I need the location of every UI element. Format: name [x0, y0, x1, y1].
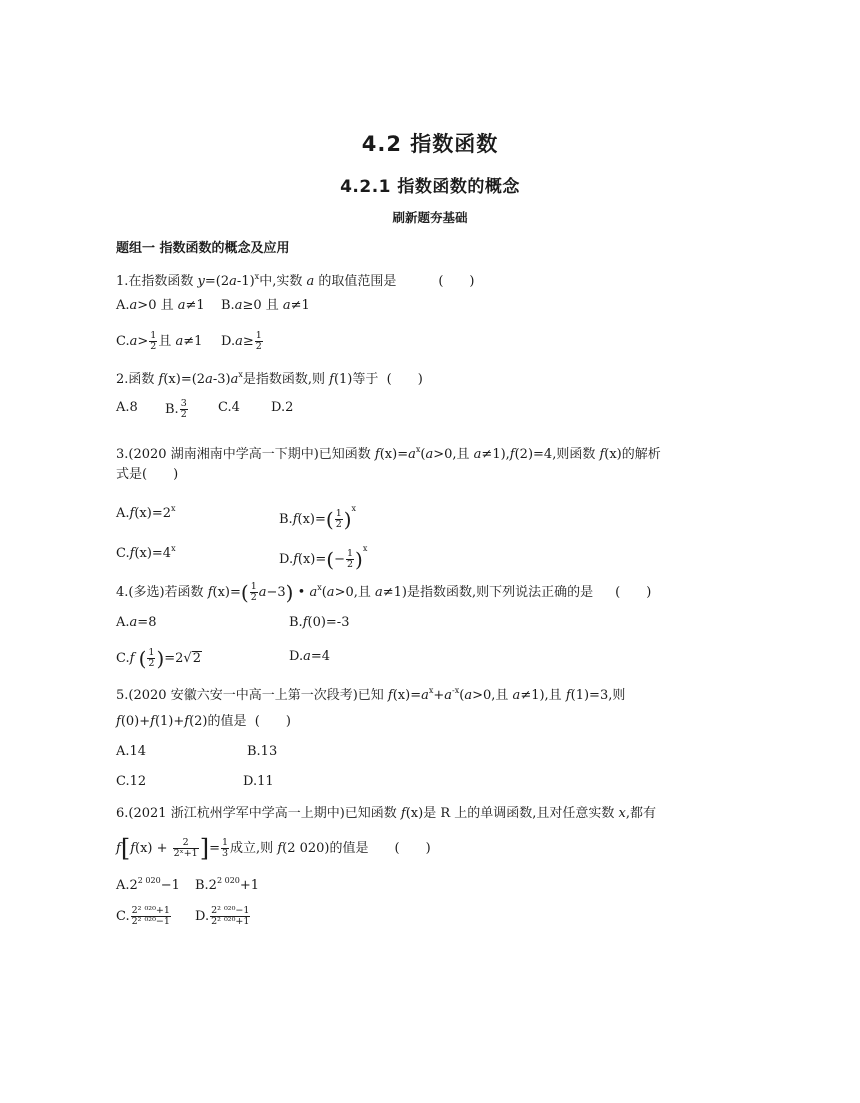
option-var: f — [129, 546, 135, 561]
q4-var: a — [375, 585, 383, 600]
group-heading: 题组一 指数函数的概念及应用 — [116, 241, 290, 256]
q4-var: f — [207, 585, 213, 600]
option-text: −1 — [160, 878, 180, 893]
option-var: f — [293, 552, 298, 567]
q2-var: f — [329, 372, 334, 387]
option-sup: x — [351, 504, 357, 513]
option-text: ≠1 — [183, 334, 203, 349]
option-text: > — [137, 334, 149, 349]
option-label: B. — [289, 615, 303, 630]
option-var: a — [129, 615, 138, 630]
q5-var: f — [116, 714, 121, 729]
q1-option-d — [221, 331, 264, 352]
q3-option-c — [116, 540, 176, 563]
fraction — [210, 906, 250, 927]
q1-option-c — [116, 331, 202, 352]
fraction-numerator: 1 — [335, 508, 342, 519]
option-label: D. — [279, 552, 294, 567]
option-sup: x — [171, 544, 176, 553]
q4-option-d — [289, 648, 330, 666]
fraction — [149, 331, 157, 352]
q6-var: f — [116, 841, 121, 856]
q3-text: >0,且 — [433, 447, 474, 462]
option-text: =4 — [310, 649, 331, 664]
fraction-denominator: 2 — [250, 592, 257, 603]
option-var: a — [175, 334, 184, 349]
fraction-denominator: 2 — [150, 341, 157, 352]
q1-var: y — [197, 274, 205, 289]
q5-sup: -x — [452, 686, 460, 695]
q5-text: (0)+ — [120, 714, 151, 729]
q5-text: >0,且 — [472, 688, 513, 703]
q6-option-b — [195, 872, 259, 895]
q5-text: (2)的值是 — [189, 714, 247, 729]
q6-text: 成立,则 — [230, 841, 278, 856]
fraction-denominator: 2ˣ+1 — [173, 848, 198, 859]
fraction — [173, 838, 199, 859]
q1-var: a — [229, 274, 237, 289]
option-label: D. — [289, 649, 304, 664]
answer-blank: ( ) — [254, 714, 291, 729]
fraction-denominator: 3 — [222, 848, 229, 859]
fraction — [147, 648, 155, 669]
option-text: √ — [183, 651, 192, 666]
question-2 — [116, 366, 423, 389]
q1-text: =(2 — [204, 274, 230, 289]
option-label: C. — [116, 334, 130, 349]
option-text: (x)= — [297, 552, 327, 567]
q6-text: = — [209, 841, 220, 856]
q4-text: ≠1)是指数函数,则下列说法正确的是 — [382, 585, 594, 600]
page-title: 4.2 指数函数 — [361, 132, 499, 156]
option-label: D. — [221, 334, 236, 349]
q6-text: (x) + — [135, 841, 168, 856]
q5-text: (1)=3,则 — [570, 688, 626, 703]
fraction-denominator: 2 — [148, 658, 155, 669]
q3-var: f — [599, 447, 605, 462]
q3-var: a — [473, 447, 482, 462]
option-text: (0)=-3 — [307, 615, 350, 630]
q3-option-d: D.f(x)=(− $\frac{1}{2}$ )$^x$ — [279, 544, 368, 572]
fraction — [335, 509, 343, 530]
option-label: B. — [279, 512, 293, 527]
q4-text: 4.(多选)若函数 — [116, 585, 208, 600]
q3-var: a — [425, 447, 434, 462]
fraction-numerator: 1 — [222, 837, 229, 848]
q6-text: (2 020)的值是 — [282, 841, 369, 856]
page-subtitle: 4.2.1 指数函数的概念 — [340, 177, 520, 197]
option-text: ≠1 — [290, 298, 310, 313]
q6-text: 6.(2021 浙江杭州学军中学高一上期中)已知函数 — [116, 806, 401, 821]
fraction-numerator: 1 — [250, 581, 257, 592]
question-6 — [116, 805, 656, 823]
q2-text: 是指数函数,则 — [242, 372, 330, 387]
q3-var: f — [509, 447, 515, 462]
q5-var: a — [444, 688, 453, 703]
option-text: ≥ — [242, 334, 254, 349]
option-text: (x)= — [297, 512, 326, 527]
q2-sup: x — [238, 370, 243, 379]
option-text: ≠1 — [185, 298, 205, 313]
answer-blank: ( ) — [394, 841, 431, 856]
q2-text: 2.函数 — [116, 372, 159, 387]
fraction-denominator: 2² ⁰²⁰+1 — [211, 916, 250, 927]
section-heading: 刷新题夯基础 — [392, 210, 468, 225]
q3-text: ≠1), — [481, 447, 510, 462]
q4-option-c: C.f ( $\frac{1}{2}$ )=2√2 — [116, 646, 201, 671]
q3-text: ( — [420, 447, 426, 462]
q2-var: f — [158, 372, 164, 387]
q5-text: ( — [459, 688, 465, 703]
q1-text: 1.在指数函数 — [116, 274, 198, 289]
q6-option-a — [116, 872, 180, 895]
fraction-numerator: 2² ⁰²⁰+1 — [131, 905, 170, 916]
question-6-line-2 — [116, 834, 431, 863]
q4-var: a — [309, 585, 318, 600]
fraction-numerator: 2² ⁰²⁰−1 — [211, 905, 250, 916]
q3-var: a — [408, 447, 416, 462]
q5-text: 5.(2020 安徽六安一中高一上第一次段考)已知 — [116, 688, 388, 703]
option-var: a — [129, 298, 138, 313]
q6-option-d — [195, 906, 251, 927]
option-label: C. — [116, 909, 130, 924]
q4-text: (x)= — [212, 585, 241, 600]
q3-sup: x — [415, 445, 421, 454]
q6-option-c — [116, 906, 172, 927]
fraction-denominator: 2 — [255, 341, 262, 352]
option-label: C. — [116, 651, 130, 666]
q5-var: f — [565, 688, 571, 703]
q5-var: a — [421, 688, 429, 703]
q2-option-a: A.8 — [116, 400, 138, 415]
q6-var: f — [277, 841, 283, 856]
q2-var: a — [230, 372, 239, 387]
option-label: A. — [116, 506, 130, 521]
option-label: B.2 — [195, 878, 217, 893]
option-var: a — [177, 298, 186, 313]
question-3 — [116, 441, 661, 464]
q2-text: -3) — [212, 372, 231, 387]
answer-blank: ( ) — [615, 585, 652, 600]
option-var: a — [303, 649, 311, 664]
q1-text: -1) — [236, 274, 255, 289]
q5-option-c: C.12 — [116, 774, 147, 789]
option-text: (x)=4 — [134, 546, 172, 561]
question-3-line-2: 式是( ) — [116, 467, 179, 482]
option-var: a — [129, 334, 138, 349]
q5-var: f — [150, 714, 155, 729]
q4-option-a — [116, 614, 156, 632]
option-var: f — [129, 506, 135, 521]
option-text: +1 — [239, 878, 260, 893]
q3-text: (x)= — [379, 447, 409, 462]
option-text: (x)=2 — [134, 506, 171, 521]
answer-blank: ( ) — [438, 274, 475, 289]
option-var: a — [234, 298, 243, 313]
q5-option-a: A.14 — [116, 744, 147, 759]
q2-text: =(2 — [180, 372, 206, 387]
q2-text: (1)等于 — [333, 372, 379, 387]
option-sup: x — [362, 544, 368, 553]
q3-option-b: B.f(x)=( $\frac{1}{2}$ )$^x$ — [279, 504, 357, 532]
q4-option-b — [289, 614, 349, 632]
option-text: =8 — [137, 615, 157, 630]
q6-var: x — [618, 806, 626, 821]
q4-var: a — [258, 585, 267, 600]
option-var: f — [292, 512, 298, 527]
q2-option-d: D.2 — [271, 400, 294, 415]
q6-text: (x)是 R 上的单调函数,且对任意实数 — [405, 806, 619, 821]
q3-option-a — [116, 500, 176, 523]
option-sup: 2 020 — [216, 876, 240, 885]
fraction-denominator: 2 — [180, 409, 187, 420]
fraction-denominator: 2 — [335, 519, 342, 530]
option-var: f — [129, 651, 135, 666]
option-text: ≥0 且 — [242, 298, 283, 313]
fraction-denominator: 2 — [347, 559, 354, 570]
option-label: B. — [221, 298, 235, 313]
option-label: B. — [165, 402, 179, 417]
fraction — [180, 399, 188, 420]
option-var: a — [282, 298, 291, 313]
option-var: f — [302, 615, 308, 630]
q5-option-d: D.11 — [243, 774, 274, 789]
fraction-numerator: 1 — [150, 330, 157, 341]
question-4: 4.(多选)若函数 f(x)=( $\frac{1}{2}$ a−3) • $a^x(a>0$,且 a≠1)是指数函数,则下列说法正确的是 ( ) — [116, 580, 652, 605]
q5-option-b: B.13 — [247, 744, 278, 759]
q1-text: 的取值范围是 — [314, 274, 397, 289]
question-1 — [116, 268, 475, 291]
fraction-numerator: 1 — [148, 647, 155, 658]
q4-text: • — [297, 585, 306, 600]
question-5-line-2 — [116, 713, 291, 731]
option-var: a — [235, 334, 243, 349]
q1-sup: x — [254, 272, 260, 281]
q6-text: ,都有 — [625, 806, 656, 821]
option-text: − — [334, 552, 345, 567]
fraction — [346, 549, 354, 570]
q4-text: >0,且 — [334, 585, 375, 600]
q2-option-b — [165, 399, 189, 420]
q1-option-b — [221, 297, 310, 315]
q3-var: f — [374, 447, 380, 462]
q2-option-c: C.4 — [218, 400, 240, 415]
q6-bracket: [ — [120, 834, 131, 863]
option-label: A. — [116, 615, 130, 630]
option-text: 且 — [158, 334, 176, 349]
q4-sup: x — [317, 583, 322, 592]
q6-bracket: ] — [199, 834, 210, 863]
option-label: A.2 — [116, 878, 138, 893]
q5-var: f — [184, 714, 190, 729]
q5-var: a — [512, 688, 521, 703]
fraction-numerator: 1 — [347, 548, 354, 559]
q3-text: (x)的解析 — [604, 447, 661, 462]
q5-text: ≠1),且 — [520, 688, 566, 703]
option-text: =2 — [164, 651, 184, 666]
fraction-denominator: 2² ⁰²⁰−1 — [131, 916, 170, 927]
option-label: A. — [116, 298, 130, 313]
question-5 — [116, 682, 625, 705]
q5-text: (x)= — [392, 688, 422, 703]
option-text: >0 且 — [137, 298, 178, 313]
q5-text: (1)+ — [154, 714, 185, 729]
answer-blank: ( ) — [386, 372, 423, 387]
q6-var: f — [130, 841, 135, 856]
fraction — [131, 906, 171, 927]
option-label: C. — [116, 546, 130, 561]
q1-var: a — [306, 274, 315, 289]
fraction — [221, 838, 229, 859]
q4-var: a — [326, 585, 335, 600]
fraction-numerator: 3 — [180, 398, 187, 409]
q1-option-a — [116, 297, 205, 315]
fraction-numerator: 1 — [255, 330, 262, 341]
option-sup: x — [170, 504, 176, 513]
q5-var: f — [387, 688, 393, 703]
option-sup: 2 020 — [137, 876, 161, 885]
q5-text: + — [433, 688, 445, 703]
q2-var: a — [205, 372, 213, 387]
q5-sup: x — [428, 686, 434, 695]
fraction — [255, 331, 263, 352]
q5-var: a — [464, 688, 473, 703]
q2-text: (x) — [163, 372, 181, 387]
q1-text: 中,实数 — [259, 274, 307, 289]
option-text: 2 — [192, 651, 201, 666]
q6-var: f — [400, 806, 406, 821]
q4-text: ( — [321, 585, 327, 600]
q4-text: −3 — [266, 585, 286, 600]
fraction — [250, 582, 258, 603]
fraction-numerator: 2 — [173, 838, 199, 849]
q3-text: (2)=4,则函数 — [514, 447, 600, 462]
option-label: D. — [195, 909, 210, 924]
q3-text: 3.(2020 湖南湘南中学高一下期中)已知函数 — [116, 447, 375, 462]
